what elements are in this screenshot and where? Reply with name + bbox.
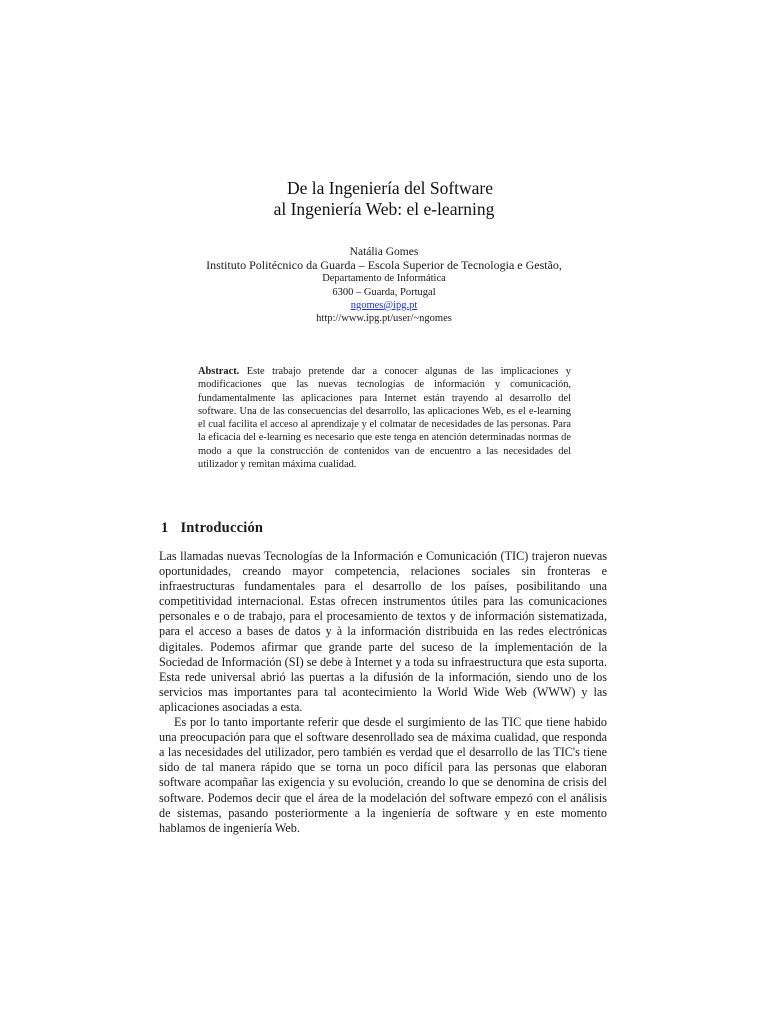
- section-number: 1: [161, 520, 169, 536]
- paper-title: [0, 178, 768, 220]
- section-heading: [161, 520, 263, 537]
- paragraph: Las llamadas nuevas Tecnologías de la Información e Comunicación (TIC) trajeron nuevas oportunidades, creando mayor competencia, relaciones sociales sin fronteras e infraestructuras fundamentales para el desarrollo de los países, posibilitando una competitividad internacional. Estas ofrecen instrumentos útiles para las comunicaciones personales e o de trabajo, para el procesamiento de textos y de información sistematizada, para el acceso a bases de datos y à la información distribuida en las redes electrónicas digitales. Podemos afirmar que grande parte del suceso de la implementación de la Sociedad de Información (SI) se debe à Internet y a toda su infraestructura que esta suporta. Esta rede universal abrió las puertas a la difusión de la información, siendo uno de los servicios mas importantes para tal acontecimiento la World Wide Web (WWW) y las aplicaciones asociadas a esta.: [159, 549, 607, 714]
- abstract-label: Abstract.: [198, 366, 240, 377]
- author-address: 6300 – Guarda, Portugal: [332, 286, 436, 298]
- section-title: Introducción: [180, 520, 264, 536]
- title-line-1: De la Ingeniería del Software: [286, 178, 494, 198]
- title-line-2: al Ingeniería Web: el e-learning: [273, 199, 495, 219]
- author-block: [0, 246, 768, 325]
- section-body: [159, 549, 607, 836]
- abstract-text: Este trabajo pretende dar a conocer algunas de las implicaciones y modificaciones que las nuevas tecnologías de información y comunicación, fundamentalmente las aplicaciones para Internet están trayendo al desarrollo del software. Una de las consecuencias del desarrollo, las aplicaciones Web, es el e-learning el cual facilita el acceso al aprendizaje y el colmatar de necesidades de las personas. Para la eficacia del e-learning es necesario que este tenga en atención determinadas normas de modo a que la construcción de contenidos van de encuentro a las necesidades del utilizador y remitan máxima cualidad.: [198, 366, 571, 471]
- author-institution: Instituto Politécnico da Guarda – Escola Superior de Tecnologia e Gestão,: [206, 258, 562, 273]
- paragraph: Es por lo tanto importante referir que desde el surgimiento de las TIC que tiene habido una preocupación para que el software desenrollado sea de máxima cualidad, que responda a las necesidades del utilizador, pero también es verdad que el desarrollo de las TIC's tiene sido de tal manera rápido que se torna un poco difícil para las personas que elaboran software acompañar las exigencia y su evolución, creando lo que se denomina de crisis del software. Podemos decir que el área de la modelación del software empezó con el análisis de sistemas, pasando posteriormente a la ingeniería de software y en este momento hablamos de ingeniería Web.: [159, 715, 607, 835]
- author-url: http://www.ipg.pt/user/~ngomes: [316, 313, 452, 325]
- abstract: [198, 365, 571, 471]
- author-department: Departamento de Informática: [322, 273, 446, 285]
- author-name: Natália Gomes: [349, 246, 419, 258]
- author-email-link[interactable]: ngomes@ipg.pt: [350, 299, 418, 311]
